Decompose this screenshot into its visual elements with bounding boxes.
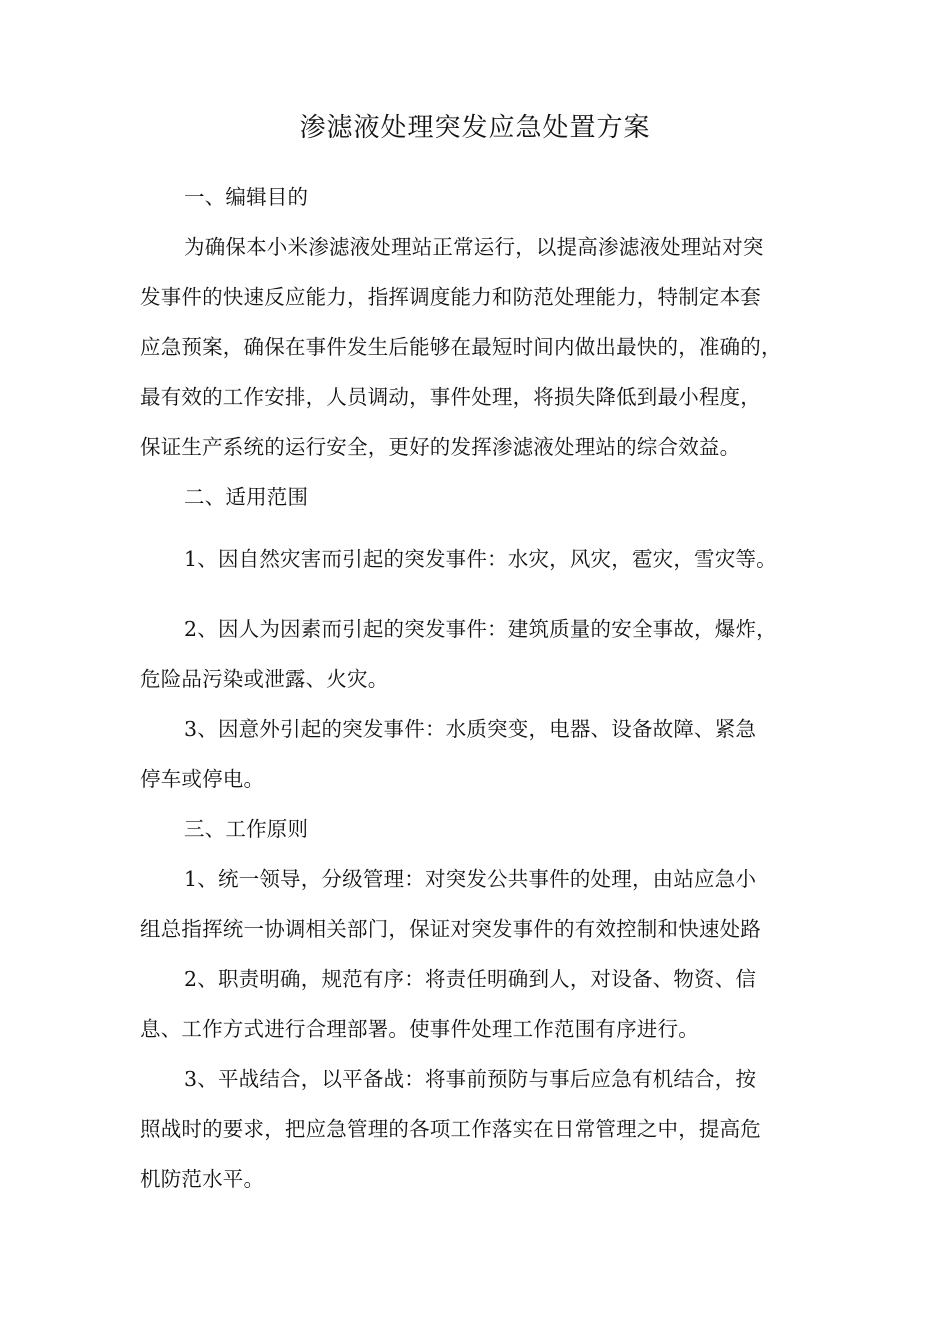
- section-purpose: [140, 172, 830, 522]
- paragraph-line: 保证生产系统的运行安全，更好的发挥渗滤液处理站的综合效益。: [140, 435, 741, 459]
- list-item: 1、因自然灾害而引起的突发事件：水灾，风灾，雹灾，雪灾等。: [184, 547, 777, 571]
- list-item-continuation: 停车或停电。: [140, 767, 265, 791]
- list-item: 2、职责明确，规范有序：将责任明确到人，对设备、物资、信: [184, 967, 757, 991]
- paragraph-line: 应急预案，确保在事件发生后能够在最短时间内做出最快的，准确的，: [140, 335, 782, 359]
- list-item: 3、平战结合，以平备战：将事前预防与事后应急有机结合，按: [184, 1067, 757, 1091]
- section-heading: 二、适用范围: [184, 485, 309, 509]
- list-item: 3、因意外引起的突发事件：水质突变，电器、设备故障、紧急: [184, 717, 757, 741]
- scope-items: [140, 604, 830, 1204]
- paragraph-line: 最有效的工作安排，人员调动，事件处理，将损失降低到最小程度，: [140, 385, 761, 409]
- document-title: 渗滤液处理突发应急处置方案: [299, 113, 651, 143]
- section-heading: 三、工作原则: [184, 817, 309, 841]
- list-item-continuation: 照战时的要求，把应急管理的各项工作落实在日常管理之中，提高危: [140, 1117, 761, 1141]
- list-item-continuation: 机防范水平。: [140, 1167, 265, 1191]
- list-item: 2、因人为因素而引起的突发事件：建筑质量的安全事故，爆炸，: [184, 617, 777, 641]
- scope-item-1: [140, 534, 830, 584]
- list-item-continuation: 息、工作方式进行合理部署。使事件处理工作范围有序进行。: [140, 1017, 699, 1041]
- list-item-continuation: 组总指挥统一协调相关部门，保证对突发事件的有效控制和快速处路: [140, 917, 761, 941]
- paragraph-line: 发事件的快速反应能力，指挥调度能力和防范处理能力，特制定本套: [140, 285, 761, 309]
- list-item: 1、统一领导，分级管理：对突发公共事件的处理，由站应急小: [184, 867, 757, 891]
- paragraph-line: 为确保本小米渗滤液处理站正常运行，以提高渗滤液处理站对突: [184, 235, 764, 259]
- list-item-continuation: 危险品污染或泄露、火灾。: [140, 667, 389, 691]
- section-heading: 一、编辑目的: [184, 185, 309, 209]
